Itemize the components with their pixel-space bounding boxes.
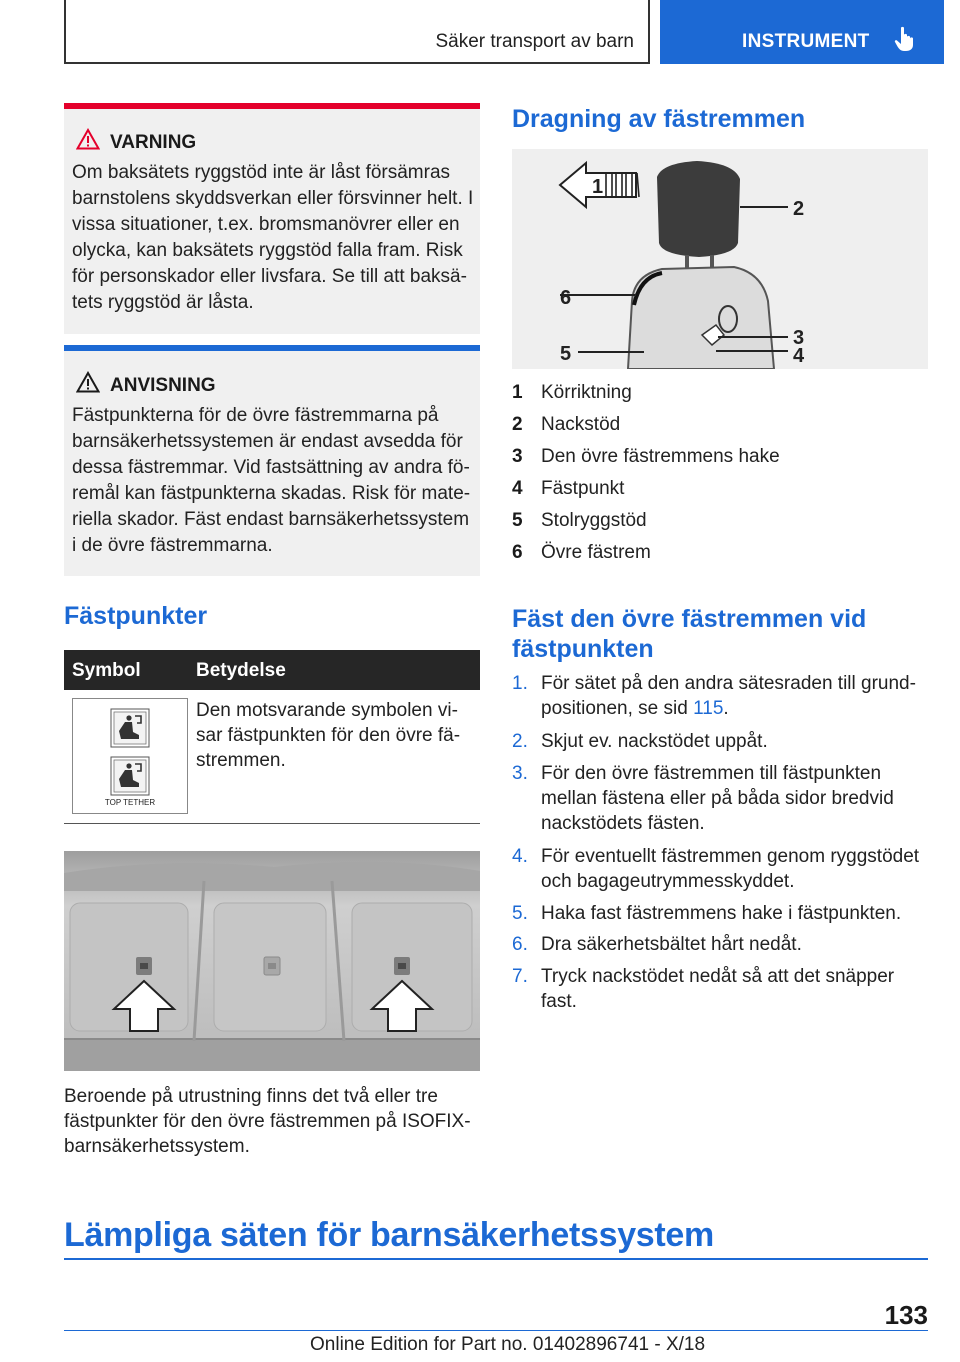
step-7: 7. Tryck nackstödet nedåt så att det snäpper fast. [512,966,895,1012]
symbol-table-header [64,650,480,690]
routing-heading: Dragning av fästremmen [512,105,806,133]
notice-callout [64,345,480,576]
warning-triangle-icon [76,128,100,155]
callout-5: 5 [560,343,572,365]
warning-bar [64,103,480,109]
callout-4: 4 [793,345,805,367]
notice-text: Fästpunkterna för de övre fästremmarna på barnsäkerhetssystemen är endast avsedda för dessa fästremmar. Vid fastsättning av andra fö- remål kan fästpunkterna skadas. Risk för mate- riella skador. Fäst endast barnsäkerhetssystem i de övre fästremmarna. [72,405,471,556]
chapter-tab-label: INSTRUMENT [742,31,870,52]
heading-rule [64,1258,928,1260]
symbol-caption: TOP TETHER [104,798,156,807]
callout-1: 1 [592,176,604,198]
warning-triangle-icon [76,371,100,398]
step-5: 5. Haka fast fästremmens hake i fästpunkten. [512,903,902,924]
chapter-tab[interactable] [660,0,944,64]
col-symbol: Symbol [72,660,141,681]
notice-title: ANVISNING [110,375,216,396]
col-meaning: Betydelse [196,660,286,681]
hand-pointer-icon [894,26,916,57]
page-link[interactable]: 115 [693,698,724,719]
footer-rule [64,1330,928,1331]
symbol-meaning: Den motsvarande symbolen vi- sar fästpunkten för den övre fä- stremmen. [196,700,461,771]
warning-text: Om baksätets ryggstöd inte är låst försämras barnstolens skyddsverkan eller försvinner helt. I vissa situationer, t.ex. bromsmanövrer eller en olycka, kan baksätets ryggstöd falla fram. Risk för personskador eller livsfara. Se till att baksä- tets ryggstöd är låsta. [72,162,474,313]
callout-3: 3 [793,327,805,349]
warning-title: VARNING [110,132,197,153]
top-tether-symbol [72,698,188,814]
notice-bar [64,345,480,351]
table-bottom-rule [64,823,480,824]
step-1: 1. För sätet på den andra sätesraden till grund- positionen, se sid 115. [512,673,916,719]
step-2: 2. Skjut ev. nackstödet uppåt. [512,731,768,752]
warning-callout [64,103,480,334]
callout-6: 6 [560,287,572,309]
step-3: 3. För den övre fästremmen till fästpunkten mellan fästena eller på båda sidor bredvid nackstödets fästen. [512,763,894,834]
callout-2: 2 [793,198,805,220]
page-number: 133 [884,1300,928,1330]
section-heading: Lämpliga säten för barnsäkerhetssystem [64,1216,714,1254]
step-6: 6. Dra säkerhetsbältet hårt nedåt. [512,934,802,955]
footer-edition: Online Edition for Part no. 01402896741 - X/18 [310,1334,706,1355]
header-section-box [64,0,650,64]
section-title: Säker transport av barn [435,31,634,52]
step-4: 4. För eventuellt fästremmen genom ryggstödet och bagageutrymmesskyddet. [512,846,920,892]
anchors-description: Beroende på utrustning finns det två eller tre fästpunkter för den övre fästremmen på ISOFIX- barnsäkerhetssystem. [64,1086,471,1157]
tether-routing-diagram [512,149,928,369]
anchors-heading: Fästpunkter [64,602,208,630]
attach-heading: Fäst den övre fästremmen vid fästpunkten [512,605,867,663]
anchor-points-photo [64,851,480,1071]
